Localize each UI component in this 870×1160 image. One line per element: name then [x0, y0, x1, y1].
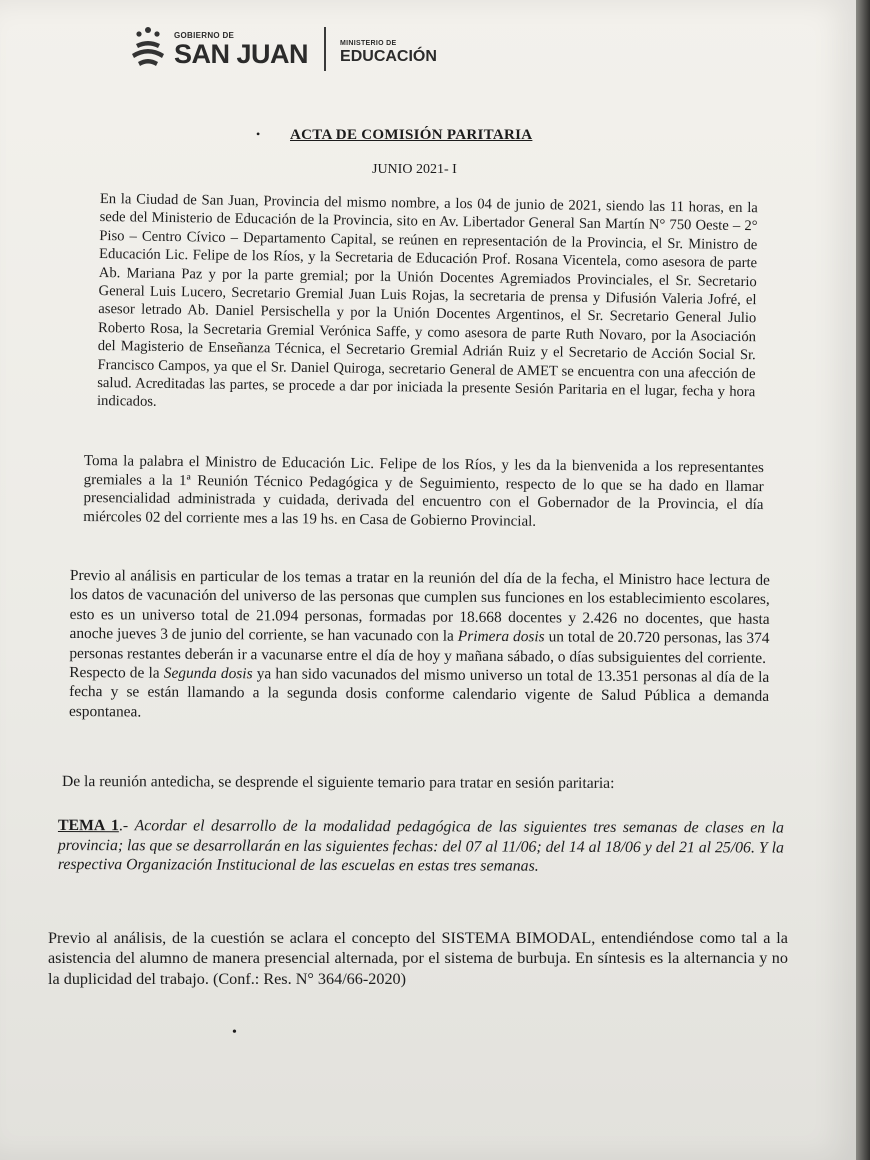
educacion-label: EDUCACIÓN: [340, 47, 437, 65]
page-edge-shadow: [856, 0, 870, 1160]
vaccination-text-a: Previo al análisis en particular de los temas a tratar en la reunión del día de la fecha, el Ministro hace lectura de los datos de vacunación del universo de las personas que cumplen sus funciones en los establecimiento escolares, esto es un universo total de 21.094 personas, formadas por 18.668 docentes y 2.426 no docentes, que hasta anoche jueves 3 de junio del corriente, se han vacunado con la: [69, 567, 770, 645]
document-subtitle: JUNIO 2021- I: [372, 162, 457, 177]
san-juan-emblem-icon: [128, 26, 168, 72]
paragraph-opening: En la Ciudad de San Juan, Provincia del mismo nombre, a los 04 de junio de 2021, siendo las 11 horas, en la sede del Ministerio de Educación de la Provincia, sito en Av. Libertador General San Martín N° 750 Oeste – 2° Piso – Centro Cívico – Departamento Capital, se reúnen en representación de la Provincia, el Sr. Ministro de Educación Lic. Felipe de los Ríos, y la Secretaria de Educación Prof. Rosana Vicentela, como asesora de parte Ab. Mariana Paz y por la parte gremial; por la Unión Docentes Agremiados Provinciales, el Sr. Secretario General Luis Lucero, Secretario Gremial Juan Luis Rojas, la secretaria de prensa y Difusión Valeria Jofré, el asesor letrado Ab. Daniel Persischella y por la Unión Docentes Argentinos, el Sr. Secretario General Julio Roberto Rosa, la Secretaria Gremial Verónica Saffe, y como asesora de parte Ruth Novaro, por la Asociación del Magisterio de Enseñanza Técnica, el Secretario Gremial Adrián Ruiz y el Secretario de Acción Social Sr. Francisco Campos, ya que el Sr. Daniel Quiroga, secretario General de AMET se encuentra con una afección de salud. Acreditadas las partes, se procede a dar por iniciada la presente Sesión Paritaria en el lugar, fecha y hora indicados.: [96, 190, 758, 411]
tema-separator: .-: [118, 817, 135, 835]
primera-dosis-text: Primera dosis: [457, 627, 545, 646]
logo-divider: [324, 27, 326, 71]
gobierno-label: GOBIERNO DE: [174, 30, 235, 40]
document-title: ACTA DE COMISIÓN PARITARIA: [290, 127, 533, 143]
ministerio-label: MINISTERIO DE: [340, 39, 397, 47]
vaccination-text-d: ya han sido vacunados del mismo universo un total de 13.351 personas al día de la fecha y se están llamando a la segunda dosis conforme calendario vigente de Salud Pública a demanda espontanea.: [68, 665, 770, 721]
paragraph-bimodal: Previo al análisis, de la cuestión se aclara el concepto del SISTEMA BIMODAL, entendiéndose como tal a la asistencia del alumno de manera presencial alternada, por el sistema de burbuja. En síntesis es la alternancia y no la duplicidad del trabajo. (Conf.: Res. N° 364/66-2020): [48, 929, 788, 988]
ministerio-block: [340, 39, 437, 66]
san-juan-label: SAN JUAN: [174, 38, 309, 69]
paragraph-agenda-intro: De la reunión antedicha, se desprende el siguiente temario para tratar en sesión paritaria:: [61, 773, 615, 792]
segunda-dosis-text: Segunda dosis: [163, 664, 253, 683]
gobierno-block: [174, 31, 308, 68]
vaccination-text-b: un total de 20.720 personas, las 374 personas restantes deberán ir a vacunarse entre el día de hoy y mañana sábado, o días subsiguientes del corriente.: [69, 628, 770, 667]
paragraph-tema-1: [58, 816, 784, 877]
tema-body: Acordar el desarrollo de la modalidad pedagógica de las siguientes tres semanas de clases en la provincia; las que se desarrollarán en las siguientes fechas: del 07 al 11/06; del 14 al 18/06 y del 21 al 25/06. Y la respectiva Organización Institucional de las escuelas en estas tres semanas.: [57, 817, 784, 875]
vaccination-text-c: Respecto de la: [69, 664, 164, 682]
paragraph-minister-welcome: Toma la palabra el Ministro de Educación Lic. Felipe de los Ríos, y les da la bienvenida a los representantes gremiales a la 1ª Reunión Técnico Pedagógica y de Seguimiento, respecto de lo que se ha dado en llamar presencialidad administrada y cuidada, derivada del encuentro con el Gobernador de la Provincia, el día miércoles 02 del corriente mes a las 19 hs. en Casa de Gobierno Provincial.: [83, 452, 764, 530]
ink-mark: •: [232, 1025, 237, 1040]
ink-mark: •: [256, 127, 261, 141]
paragraph-vaccination: [69, 566, 770, 726]
header-logo: [128, 22, 437, 76]
tema-label: TEMA 1: [57, 817, 119, 835]
